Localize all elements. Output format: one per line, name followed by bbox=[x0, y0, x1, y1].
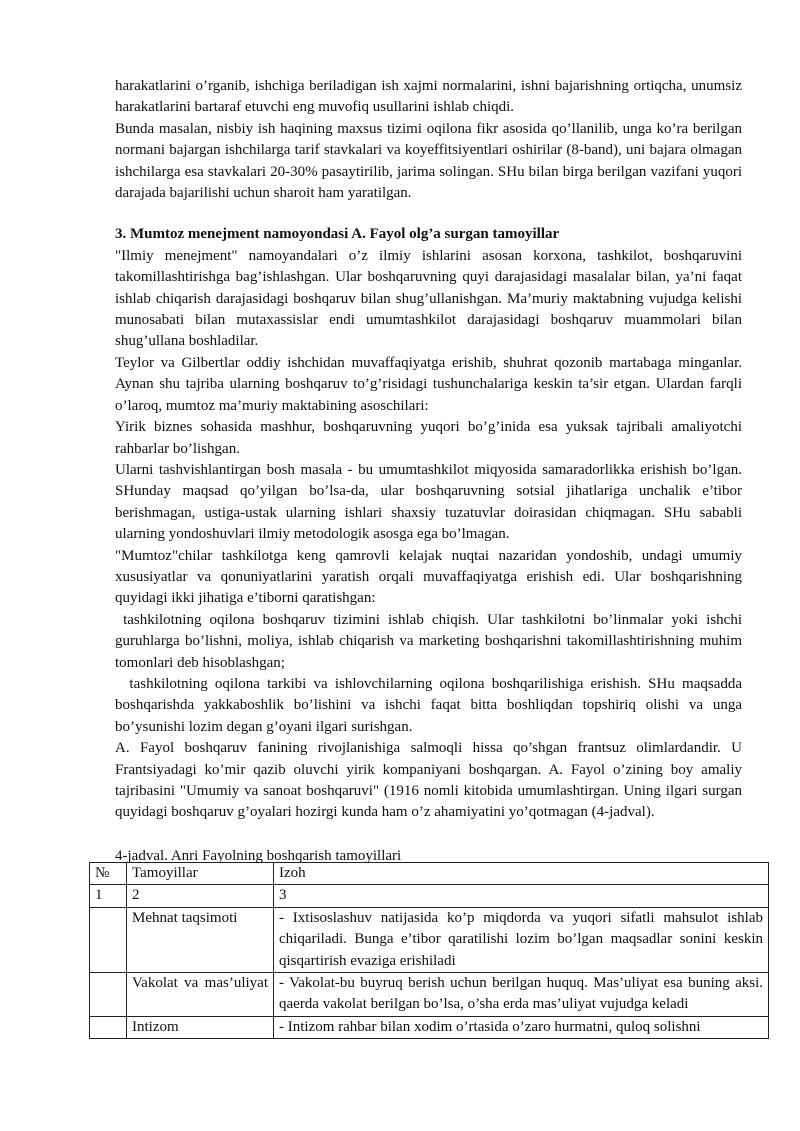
table-row bbox=[90, 907, 769, 972]
row-note: - Ixtisoslashuv natijasida ko’p miqdorda va yuqori sifatli mahsulot ishlab chiqariladi. Bunga e’tibor qaratilishi lozim bo’lgan maqsadlar sonini keskin qisqartirish evaziga erishiladi bbox=[274, 907, 769, 972]
header-number: № bbox=[90, 863, 127, 885]
row-principle: Vakolat va mas’uliyat bbox=[127, 973, 274, 1017]
header-note: Izoh bbox=[274, 863, 769, 885]
table-caption: 4-jadval. Anri Fayolning boshqarish tamoyillari bbox=[115, 847, 402, 864]
section-heading: 3. Mumtoz menejment namoyondasi A. Fayol olg’a surgan tamoyillar bbox=[115, 226, 560, 243]
row-note: - Vakolat-bu buyruq berish uchun berilgan huquq. Mas’uliyat esa buning aksi. qaerda vakolat berilgan bo’lsa, o’sha erda mas’uliyat vujudga keladi bbox=[274, 973, 769, 1017]
paragraph: "Ilmiy menejment" namoyandalari o’z ilmiy ishlarini asosan korxona, tashkilot, boshqaruvini takomillashtirishga bag’ishlashgan. Ular boshqaruvning quyi darajasidagi masalalar bilan, ya’ni faqat ishlab chiqarish darajasidagi boshqaruv bilan shug’ullanishgan. Ma’muriy maktabning vujudga kelishi munosabati bilan mutaxassislar endi umumtashkilot darajasidagi boshqaruv muammolari bilan shug’ullana boshladilar. bbox=[115, 247, 742, 350]
column-number-2: 2 bbox=[127, 885, 274, 907]
principles-table bbox=[89, 862, 769, 1039]
paragraph: Teylor va Gilbertlar oddiy ishchidan muvaffaqiyatga erishib, shuhrat qozonib martabaga minganlar. Aynan shu tajriba ularning boshqaruv to’g’risidagi tushunchalariga keskin ta’sir etgan. Ulardan farqli o’laroq, mumtoz ma’muriy maktabining asoschilari: bbox=[115, 354, 742, 414]
row-number bbox=[90, 973, 127, 1017]
header-principles: Tamoyillar bbox=[127, 863, 274, 885]
column-number-3: 3 bbox=[274, 885, 769, 907]
document-body bbox=[115, 76, 746, 867]
paragraph: Yirik biznes sohasida mashhur, boshqaruvning yuqori bo’g’inida esa yuksak tajribali amaliyotchi rahbarlar bo’lishgan. bbox=[115, 419, 742, 457]
paragraph: Bunda masalan, nisbiy ish haqining maxsus tizimi oqilona fikr asosida qo’llanilib, unga ko’ra berilgan normani bajargan ishchilarga tarif stavkalari va koyeffitsiyentlari oshirilar (8-band), uni bajara olmagan ishchilarga esa stavkalari 20-30% pasaytirilib, jarima solingan. SHu bilan birga berilgan vazifani yuqori darajada bajarilishi uchun sharoit ham yaratilgan. bbox=[115, 120, 742, 202]
column-number-1: 1 bbox=[90, 885, 127, 907]
row-note: - Intizom rahbar bilan xodim o’rtasida o’zaro hurmatni, quloq solishni bbox=[274, 1016, 769, 1038]
spacer bbox=[115, 204, 742, 224]
paragraph: A. Fayol boshqaruv fanining rivojlanishiga salmoqli hissa qo’shgan frantsuz olimlardandir. U Frantsiyadagi ko’mir qazib oluvchi yirik kompaniyani boshqargan. A. Fayol o’zining boy amaliy tajribasini "Umumiy va sanoat boshqaruvi" (1916 nomli kitobida umumlashtirgan. Uning ilgari surgan quyidagi boshqaruv g’oyalari hozirgi kunda ham o’z ahamiyatini yo’qotmagan (4-jadval). bbox=[115, 740, 742, 821]
paragraph: harakatlarini o’rganib, ishchiga beriladigan ish xajmi normalarini, ishni bajarishning ortiqcha, unumsiz harakatlarini bartaraf etuvchi eng muvofiq usullarini ishlab chiqdi. bbox=[115, 78, 742, 116]
row-number bbox=[90, 1016, 127, 1038]
table-numbering-row bbox=[90, 885, 769, 907]
table-row bbox=[90, 1016, 769, 1038]
paragraph: Ularni tashvishlantirgan bosh masala - bu umumtashkilot miqyosida samaradorlikka erishish bo’lgan. SHunday maqsad qo’yilgan bo’lsa-da, ular boshqaruvning sotsial jihatlariga unchalik e’tibor berishmagan, ustiga-ustak ularning ishlari shaxsiy tuzatuvlar doirasidan chiqmagan. SHu sababli ularning yondoshuvlari ilmiy metodologik asosga ega bo’lmagan. bbox=[115, 461, 742, 543]
table-row bbox=[90, 973, 769, 1017]
row-number bbox=[90, 907, 127, 972]
paragraph: tashkilotning oqilona boshqaruv tizimini ishlab chiqish. Ular tashkilotni bo’linmalar yoki ishchi guruhlarga bo’lishni, moliya, ishlab chiqarish va marketing boshqarishni takomillashtirishning muhim tomonlari deb hisoblashgan; bbox=[115, 611, 746, 671]
paragraph: "Mumtoz"chilar tashkilotga keng qamrovli kelajak nuqtai nazaridan yondoshib, undagi umumiy xususiyatlar va qonuniyatlarini yaratish orqali muvaffaqiyatga erishish edi. Ular boshqarishning quyidagi ikki jihatiga e’tiborni qaratishgan: bbox=[115, 547, 742, 607]
row-principle: Mehnat taqsimoti bbox=[127, 907, 274, 972]
table-header-row bbox=[90, 863, 769, 885]
row-principle: Intizom bbox=[127, 1016, 274, 1038]
paragraph: tashkilotning oqilona tarkibi va ishlovchilarning oqilona boshqarilishiga erishish. SHu maqsadda boshqarishda yakkaboshlik bo’lishini va ishchi faqat bitta boshliqdan topshiriq olishi va unga bo’ysunishi lozim degan g’oyani ilgari surishgan. bbox=[115, 675, 746, 735]
